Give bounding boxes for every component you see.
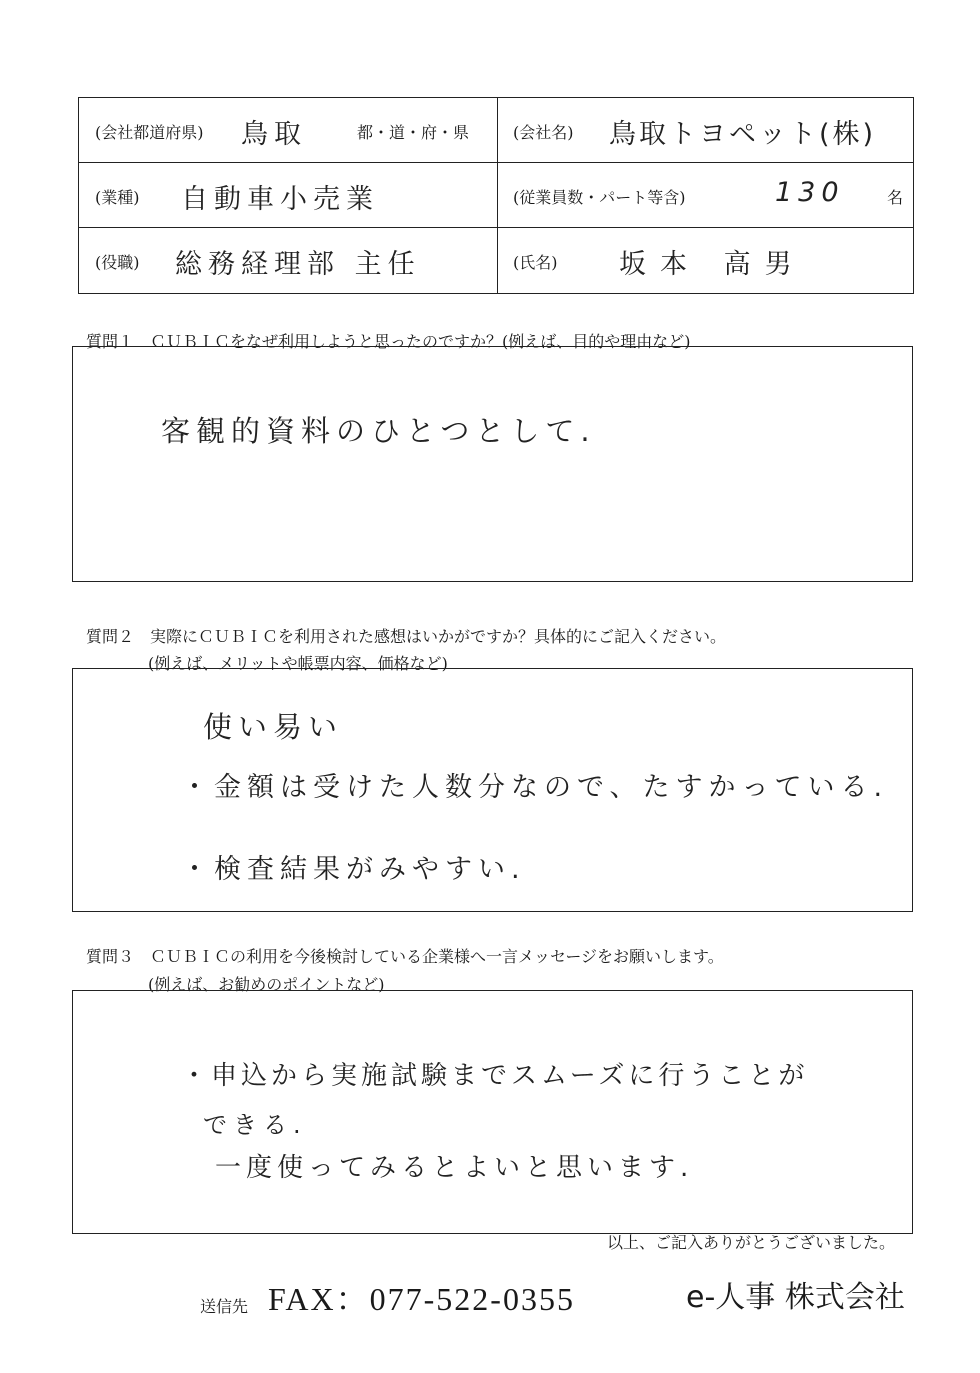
question-3-answer-line: 一度使ってみるとよいと思います. xyxy=(215,1153,694,1183)
prefecture-suffix: 都・道・府・県 xyxy=(357,123,470,142)
question-2-title: 質問２ 実際にＣＵＢＩＣを利用された感想はいかがですか？具体的にご記入ください。 xyxy=(86,627,727,646)
employees-value: 130 xyxy=(775,177,845,208)
industry-value: 自動車小売業 xyxy=(181,184,379,215)
closing-message: 以上、ご記入ありがとうございました。 xyxy=(606,1233,895,1252)
prefecture-label: (会社都道府県) xyxy=(95,123,204,142)
question-1-answer-box xyxy=(72,346,913,582)
question-3-answer-line: できる. xyxy=(203,1111,307,1139)
question-3-title: 質問３ ＣＵＢＩＣの利用を今後検討している企業様へ一言メッセージをお願いします。 xyxy=(86,947,724,966)
info-row-industry xyxy=(79,163,913,228)
question-2-answer-line: ・金額は受けた人数分なので、たすかっている. xyxy=(181,772,889,803)
name-value: 坂本 高男 xyxy=(619,249,806,280)
info-row-person xyxy=(79,228,913,293)
company-value: 鳥取トヨペット(株) xyxy=(609,119,877,150)
send-to-label: 送信先 xyxy=(200,1297,249,1316)
prefecture-value: 鳥取 xyxy=(241,119,307,150)
company-info-table xyxy=(78,97,914,294)
question-2-answer-line: ・検査結果がみやすい. xyxy=(181,854,526,885)
fax-number: FAX：077-522-0355 xyxy=(268,1281,575,1317)
employees-label: (従業員数・パート等含) xyxy=(513,188,686,207)
question-3-answer-box xyxy=(72,990,913,1234)
question-3-answer-line: ・申込から実施試験までスムーズに行うことが xyxy=(181,1061,809,1091)
name-label: (氏名) xyxy=(513,253,558,272)
question-3-subtitle: (例えば、お勧めのポイントなど) xyxy=(148,975,385,994)
position-value: 総務経理部 主任 xyxy=(175,249,421,280)
position-label: (役職) xyxy=(95,253,140,272)
company-name: e-人事 株式会社 xyxy=(686,1280,905,1315)
company-label: (会社名) xyxy=(513,123,574,142)
question-2-answer-line: 使い易い xyxy=(203,710,344,744)
question-1-answer-line: 客観的資料のひとつとして. xyxy=(161,414,596,448)
employees-unit: 名 xyxy=(887,188,904,207)
question-2-answer-box xyxy=(72,668,913,912)
question-2-subtitle: (例えば、メリットや帳票内容、価格など) xyxy=(148,654,448,673)
question-1-title: 質問１ ＣＵＢＩＣをなぜ利用しようと思ったのですか？(例えば、目的や理由など) xyxy=(86,332,691,351)
industry-label: (業種) xyxy=(95,188,140,207)
info-row-location xyxy=(79,98,913,163)
